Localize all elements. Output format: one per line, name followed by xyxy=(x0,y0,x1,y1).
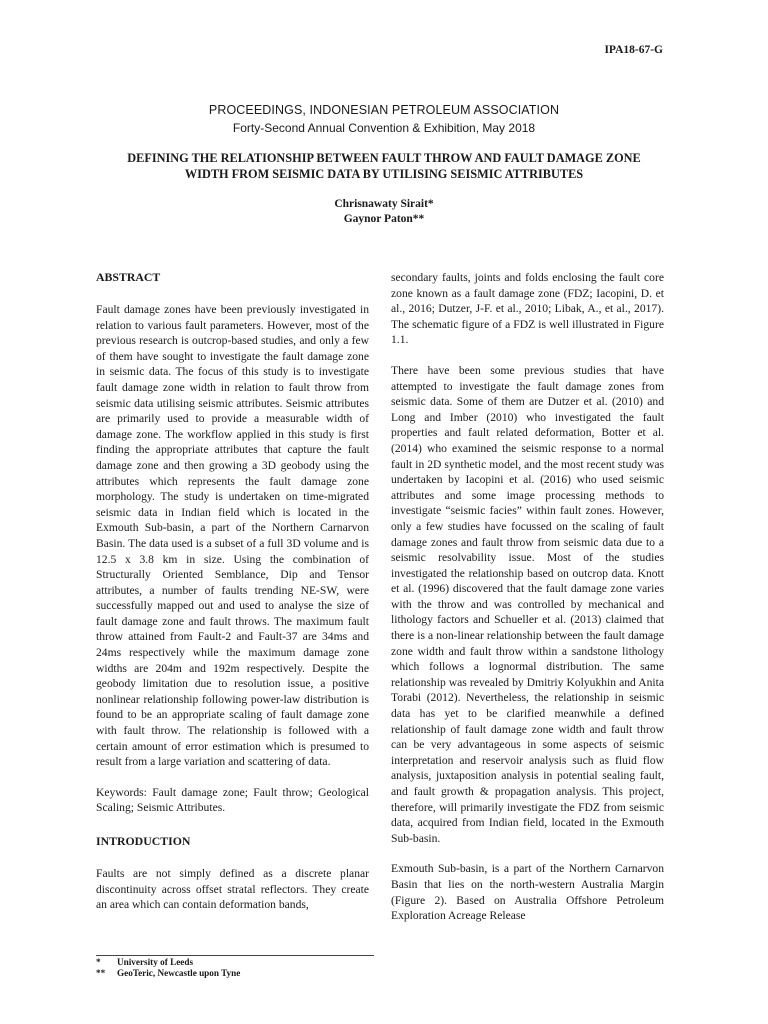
paper-title-line-2: WIDTH FROM SEISMIC DATA BY UTILISING SEISMIC ATTRIBUTES xyxy=(184,167,584,181)
paper-title xyxy=(0,150,768,182)
footnote-1-text: University of Leeds xyxy=(117,957,194,967)
author-1: Chrisnawaty Sirait* xyxy=(334,198,434,210)
footnote-divider xyxy=(96,955,374,956)
paper-title-line-1: DEFINING THE RELATIONSHIP BETWEEN FAULT THROW AND FAULT DAMAGE ZONE xyxy=(127,151,641,165)
introduction-paragraph-2: There have been some previous studies that have attempted to investigate the fault damage zones from seismic data. Some of them are Dutzer et al. (2010) and Long and Imber (2010) who investigated the fault properties and fault related deformation, Botter et al. (2014) who examined the seismic response to a normal fault in 2D synthetic model, and the most recent study was undertaken by Iacopini et al. (2016) who used seismic attributes and some image processing methods to investigate “seismic facies” within fault zones. However, only a few studies have focussed on the scaling of fault damage zones and fault throw from seismic data due to a seismic resolvability issue. Most of the studies investigated the relationship based on outcrop data. Knott et al. (1996) discovered that the fault damage zone varies with the throw and was controlled by mechanical and lithology factors and Schueller et al. (2013) claimed that there is a non-linear relationship between the fault damage zone width and fault throw within a sandstone lithology which follows a lognormal distribution. The same relationship was revealed by Dmitriy Kolyukhin and Anita Torabi (2012). Nevertheless, the relationship in seismic data has yet to be clarified meanwhile a defined relationship of fault damage zone width and fault throw can be very advantageous in some aspects of seismic interpretation and reservoir analysis such as fluid flow analysis, juxtaposition analysis in potential sealing fault, and fault growth & propagation analysis. This project, therefore, will primarily investigate the FDZ from seismic data, acquired from Indian field, located in the Exmouth Sub-basin. xyxy=(391,363,664,845)
right-column xyxy=(391,270,664,939)
footnote-2-text: GeoTeric, Newcastle upon Tyne xyxy=(117,968,241,978)
convention-subheading: Forty-Second Annual Convention & Exhibition, May 2018 xyxy=(232,121,536,135)
left-column xyxy=(96,270,369,928)
author-2: Gaynor Paton** xyxy=(343,213,425,225)
keywords: Keywords: Fault damage zone; Fault throw; Geological Scaling; Seismic Attributes. xyxy=(96,785,369,815)
proceedings-heading: PROCEEDINGS, INDONESIAN PETROLEUM ASSOCIATION xyxy=(208,103,560,117)
footnote-2-mark: ** xyxy=(96,968,106,978)
abstract-body: Fault damage zones have been previously investigated in relation to various fault parameters. However, most of the previous research is outcrop-based studies, and only a few of them have sought to investigate the fault damage zone in seismic data. The focus of this study is to investigate fault damage zone width in relation to fault throw from seismic data utilising seismic attributes. Seismic attributes are primarily used to provide a measurable width of damage zone. The workflow applied in this study is first finding the appropriate attributes that capture the fault damage zone and then growing a 3D geobody using the attributes which represents the fault damage zone morphology. The study is undertaken on time-migrated seismic data in Indian field which is located in the Exmouth Sub-basin, a part of the Northern Carnarvon Basin. The data used is a subset of a full 3D volume and is 12.5 x 3.8 km in size. Using the combination of Structurally Oriented Semblance, Dip and Tensor attributes, a number of faults trending NE-SW, were successfully mapped out and used to analyse the size of fault damage zone and fault throws. The maximum fault throw attained from Fault-2 and Fault-37 are 34ms and 24ms respectively while the maximum damage zone widths are 204m and 192m respectively. Despite the geobody limitation due to resolution issue, a positive nonlinear relationship following power-law distribution is found to be an appropriate scaling of fault damage zone with fault throw. The relationship is followed with a certain amount of error estimation which is presumed to result from a large variation and scattering of data. xyxy=(96,303,369,769)
introduction-paragraph-1-end: secondary faults, joints and folds enclosing the fault core zone known as a fault damage zone (FDZ; Iacopini, D. et al., 2016; Dutzer, J-F. et al., 2010; Libak, A., et al., 2017). The schematic figure of a FDZ is well illustrated in Figure 1.1. xyxy=(391,271,664,347)
footnote-1-mark: * xyxy=(96,957,101,967)
footnote-2 xyxy=(96,968,240,979)
abstract-heading: ABSTRACT xyxy=(96,270,161,284)
document-id: IPA18-67-G xyxy=(604,44,663,56)
introduction-paragraph-1-start: Faults are not simply defined as a discrete planar discontinuity across offset stratal reflectors. They create an area which can contain deformation bands, xyxy=(96,867,369,912)
introduction-heading: INTRODUCTION xyxy=(96,834,191,848)
footnote-1 xyxy=(96,957,193,968)
introduction-paragraph-3: Exmouth Sub-basin, is a part of the Northern Carnarvon Basin that lies on the north-western Australia Margin (Figure 2). Based on Australia Offshore Petroleum Exploration Acreage Release xyxy=(391,862,664,923)
